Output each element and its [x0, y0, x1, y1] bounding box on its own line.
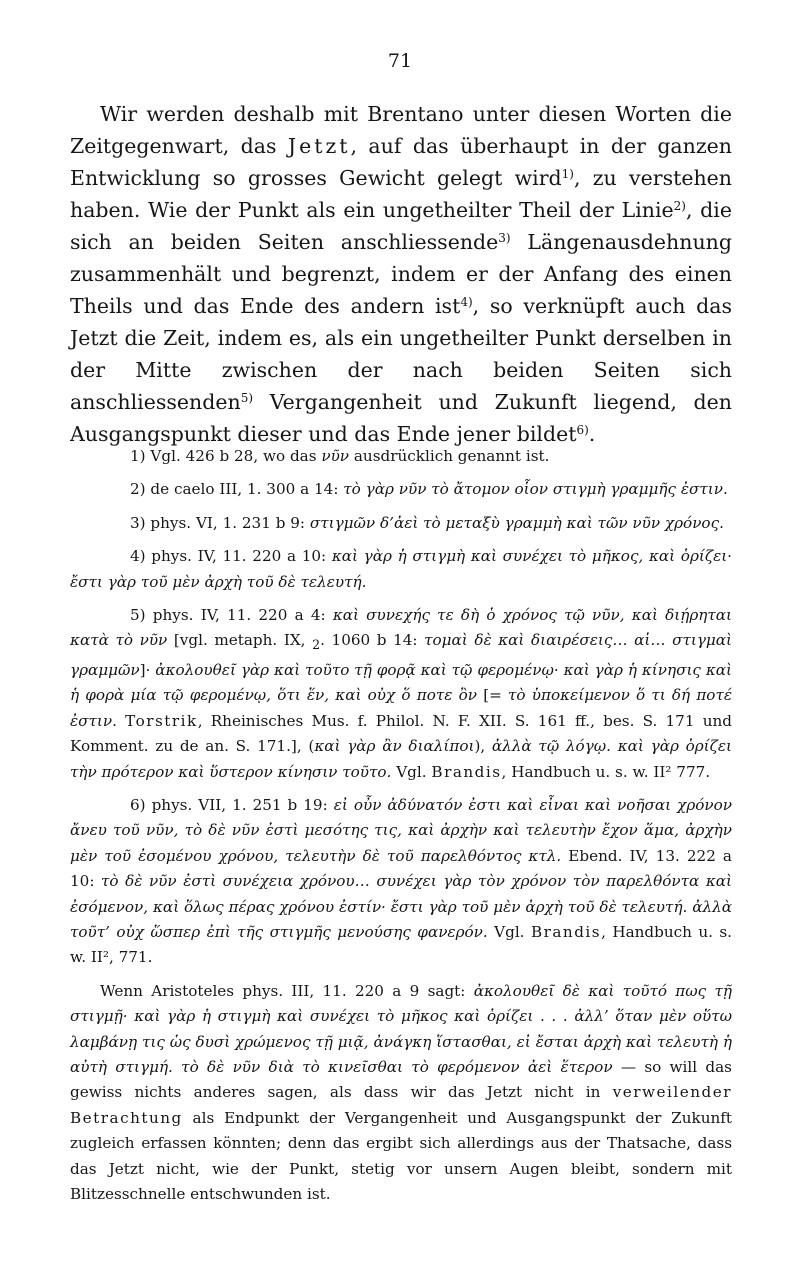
- footnote-number: 6): [130, 795, 146, 814]
- text-run: , die sich an beiden Seiten anschliessende: [70, 198, 732, 254]
- greek-quote: νῦν: [321, 447, 350, 465]
- footnote-text: [vgl. metaph. IX,: [167, 631, 313, 650]
- footnote-text: , Rheinisches Mus. f. Philol. N. F. XII. S. 161 ff., bes. S. 171 und Komment. zu de an. S. 171.], (: [70, 711, 732, 756]
- footnote-text: Wenn Aristoteles phys. III, 11. 220 a 9 sagt:: [100, 981, 474, 1000]
- footnote-continuation: [70, 979, 732, 1208]
- footnote-text: de caelo III, 1. 300 a 14:: [145, 480, 344, 499]
- footnote-3: [70, 511, 732, 536]
- greek-quote: τὸ δὲ νῦν ἐστὶ συνέχεια χρόνου… συνέχει γὰρ τὸν χρόνον τὸν παρελθόντα καὶ ἐσόμενον, καὶ ὅλως πέρας χρόνου ἐστίν· ἔστι γὰρ τοῦ μὲν ἀρχὴ τοῦ δὲ τελευτή. ἀλλὰ τοῦτ’ οὐχ ὥσπερ ἐπὶ τῆς στιγμῆς μενούσης φανερόν.: [70, 872, 732, 941]
- author-name: Brandis: [530, 922, 602, 941]
- greek-quote: εἰ οὖν ἀδύνατόν ἐστι καὶ εἶναι καὶ νοῆσαι χρόνον ἄνευ τοῦ νῦν, τὸ δὲ νῦν ἐστὶ μεσότης τις, καὶ ἀρχὴν καὶ τελευτὴν ἔχον ἅμα, ἀρχὴν μὲν τοῦ ἐσομένου χρόνου, τελευτὴν δὲ τοῦ παρελθόντος κτλ.: [70, 795, 733, 865]
- footnote-ref-5[interactable]: 5): [240, 391, 254, 405]
- footnote-ref-1[interactable]: 1): [561, 167, 574, 181]
- footnote-number: 3): [130, 513, 146, 532]
- greek-quote: καὶ γὰρ ἂν διαλίποι: [314, 737, 475, 756]
- spaced-term: Jetzt: [287, 134, 351, 158]
- footnote-4: [70, 544, 732, 595]
- footnote-text: ]·: [139, 660, 156, 679]
- footnote-text: phys. VI, 1. 231 b 9:: [145, 513, 310, 532]
- author-name: Torstrik: [125, 711, 198, 730]
- greek-quote: ἀκολουθεῖ δὲ καὶ τοῦτό πως τῇ στιγμῇ· καὶ γὰρ ἡ στιγμὴ καὶ συνέχει τὸ μῆκος καὶ ὁρίζει . . . ἀλλ’ ὅταν μὲν οὕτω λαμβάνῃ τις ὡς δυσὶ χρώμενος τῇ μιᾷ, ἀνάγκη ἵστασθαι, εἰ ἔσται ἀρχὴ καὶ τελευτὴ ἡ αὐτὴ στιγμή. τὸ δὲ νῦν διὰ τὸ κινεῖσθαι τὸ φερόμενον ἀεὶ ἕτερον: [70, 981, 732, 1076]
- greek-quote: τομαὶ δὲ καὶ διαιρέσεις… αἱ… στιγμαὶ γραμμῶν: [70, 631, 732, 679]
- footnote-text: Vgl.: [391, 762, 432, 781]
- subscript: 2: [312, 637, 321, 653]
- footnote-text: , Handbuch u. s. w. II², 771.: [70, 922, 732, 967]
- footnote-text: phys. IV, 11. 220 a 10:: [145, 547, 332, 566]
- footnote-text: — so will das gewiss nichts anderes sagen, als dass wir das Jetzt nicht in: [70, 1057, 732, 1102]
- footnote-text: . 1060 b 14:: [320, 631, 425, 650]
- text-run: .: [588, 422, 596, 446]
- greek-quote: στιγμῶν δ’ἀεὶ τὸ μεταξὺ γραμμὴ καὶ τῶν νῦν χρόνος.: [309, 513, 724, 532]
- footnote-text: [=: [477, 686, 509, 705]
- footnote-1: [70, 444, 732, 469]
- footnote-text: , Handbuch u. s. w. II² 777.: [501, 762, 711, 781]
- greek-quote: ἀκολουθεῖ γὰρ καὶ τοῦτο τῇ φορᾷ καὶ τῷ φερομένῳ· καὶ γὰρ ἡ κίνησις καὶ ἡ φορὰ μία τῷ φερομένῳ, ὅτι ἕν, καὶ οὐχ ὅ ποτε ὂν: [70, 660, 732, 705]
- footnote-number: 2): [130, 480, 146, 499]
- footnote-text: ),: [474, 737, 492, 756]
- footnote-text: phys. VII, 1. 251 b 19:: [145, 795, 334, 814]
- greek-quote: ἀλλὰ τῷ λόγῳ. καὶ γὰρ ὁρίζει τὴν πρότερον καὶ ὕστερον κίνησιν τοῦτο.: [70, 737, 732, 781]
- main-text: [70, 98, 732, 450]
- footnote-number: 1): [130, 447, 146, 465]
- footnotes: [70, 444, 732, 1207]
- text-run: , so verknüpft auch das Jetzt die Zeit, indem es, als ein ungetheilter Punkt derselben in der Mitte zwischen der nach beiden Seiten sich anschliessenden: [70, 294, 732, 414]
- footnote-text: .: [112, 711, 126, 730]
- footnote-2: [70, 477, 732, 502]
- greek-quote: καὶ συνεχής τε δὴ ὁ χρόνος τῷ νῦν, καὶ διῄρηται κατὰ τὸ νῦν: [70, 606, 732, 650]
- footnote-5: [70, 603, 732, 785]
- footnote-text: als Endpunkt der Vergangenheit und Ausgangspunkt der Zukunft zugleich erfassen könnten; denn das ergibt sich allerdings aus der Thatsache, dass das Jetzt nicht, wie der Punkt, stetig vor unsern Augen bleibt, sondern mit Blitzesschnelle entschwunden ist.: [70, 1108, 732, 1203]
- text-run: Wir werden deshalb mit Brentano unter diesen Worten die Zeitgegenwart, das: [70, 102, 732, 158]
- footnote-number: 4): [130, 547, 146, 566]
- footnote-text: Vgl.: [487, 922, 531, 941]
- footnote-ref-4[interactable]: 4): [460, 295, 473, 309]
- footnote-text: phys. IV, 11. 220 a 4:: [145, 606, 333, 625]
- footnote-text: Vgl. 426 b 28, wo das: [145, 447, 322, 465]
- text-run: , auf das überhaupt in der ganzen Entwicklung so grosses Gewicht gelegt wird: [70, 134, 732, 190]
- greek-quote: τὸ ὑποκείμενον ὅ τι δή ποτέ ἐστιν: [70, 686, 732, 730]
- text-run: Vergangenheit und Zukunft liegend, den Ausgangspunkt dieser und das Ende jener bildet: [70, 390, 732, 446]
- greek-quote: τὸ γὰρ νῦν τὸ ἄτομον οἷον στιγμὴ γραμμῆς ἐστιν.: [343, 480, 728, 499]
- greek-quote: καὶ γὰρ ἡ στιγμὴ καὶ συνέχει τὸ μῆκος, καὶ ὁρίζει· ἔστι γὰρ τοῦ μὲν ἀρχὴ τοῦ δὲ τελευτή.: [70, 547, 732, 591]
- page-number: 71: [387, 50, 413, 72]
- footnote-text: Ebend. IV, 13. 222 a 10:: [70, 846, 732, 891]
- main-paragraph: [70, 98, 732, 450]
- text-run: , zu verstehen haben. Wie der Punkt als ein ungetheilter Theil der Linie: [70, 166, 732, 222]
- footnote-number: 5): [130, 606, 146, 625]
- spaced-term: verweilender Betrachtung: [70, 1083, 732, 1127]
- footnote-text: ausdrücklich genannt ist.: [349, 447, 550, 465]
- footnote-6: [70, 793, 732, 971]
- footnote-ref-6[interactable]: 6): [576, 423, 589, 437]
- text-run: Längenausdehnung zusammenhält und begrenzt, indem er der Anfang des einen Theils und das Ende des andern ist: [70, 230, 732, 318]
- footnote-ref-2[interactable]: 2): [673, 199, 686, 213]
- footnote-ref-3[interactable]: 3): [498, 231, 511, 245]
- author-name: Brandis: [431, 762, 502, 781]
